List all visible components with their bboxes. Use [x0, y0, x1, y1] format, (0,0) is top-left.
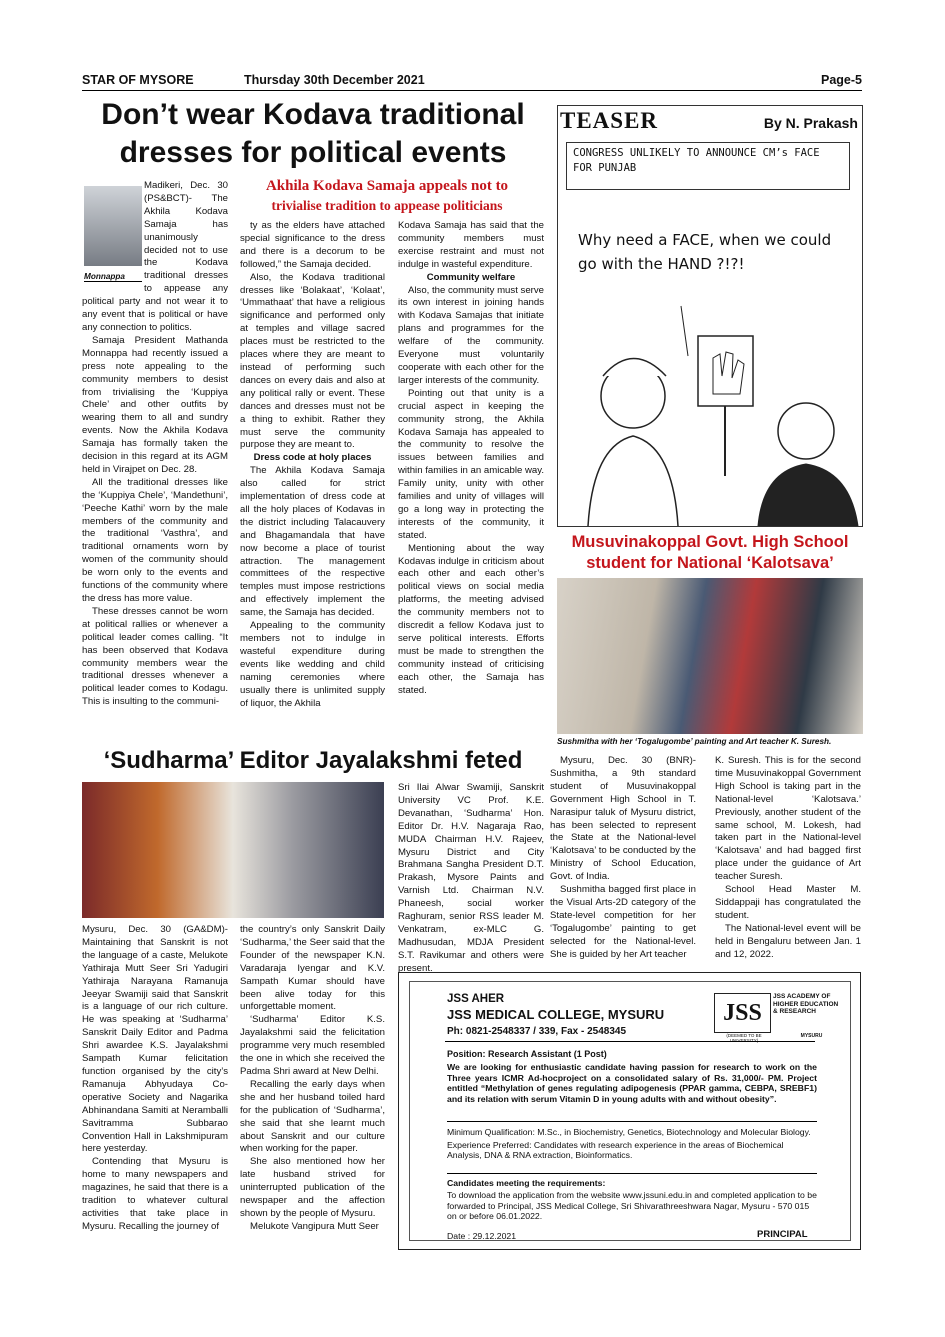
photo-caption: Monnappa [84, 272, 142, 282]
ad-org1: JSS AHER [447, 993, 505, 1005]
school-photo [557, 578, 863, 734]
ad-phone: Ph: 0821-2548337 / 339, Fax - 2548345 [447, 1026, 627, 1037]
school-para: K. Suresh. This is for the second time Musuvinakoppal Government High School is taking part in the National-level ‘Kalotsava.’ Previously, another student of the same school, M. Lokesh, had taken part in the National-level ‘Kalotsava’ and had bagged first place under the guidance of Art teacher Suresh. [715, 755, 861, 883]
sudharma-column-1 [82, 924, 228, 1234]
cartoon-drawing [558, 276, 862, 526]
school-column-2 [715, 755, 861, 962]
lead-para: Appealing to the community members not to indulge in wasteful expenditure during events like wedding and child naming ceremonies where usually there is unlimited supply of liquor, the Akhila [240, 620, 385, 709]
ad-qualifications [447, 1127, 817, 1161]
sudharma-para: ‘Sudharma’ Editor K.S. Jayalakshmi said the felicitation programme very much resembled the one in which she received the Padma Shri award at New Delhi. [240, 1014, 385, 1077]
ad-signature: PRINCIPAL [757, 1229, 808, 1240]
issue-date: Thursday 30th December 2021 [244, 73, 425, 87]
cartoon-body-right [758, 464, 858, 526]
lead-column-3 [398, 220, 544, 698]
jss-advertisement [398, 972, 861, 1250]
sudharma-para: Recalling the early days when she and her husband toiled hard for the publication of ‘Sudharma’, she said that she learnt much about Sanskrit and our culture when working for the paper. [240, 1078, 385, 1155]
school-headline: Musuvinakoppal Govt. High School student for National ‘Kalotsava’ [571, 533, 849, 572]
lead-intro: Madikeri, Dec. 30 (PS&BCT)- The Akhila Kodava Samaja has unanimously decided not to use the Kodava traditional dresses to appease any political party and not wear it to any event that is political or have any connection to politics. [82, 180, 228, 333]
ad-requirements: To download the application from the website www.jssuni.edu.in and completed application to be forwarded to Principal, JSS Medical College, Sri Shivarathreeshwara Nagar, Mysuru - 570 015 on or before 06.01.2022. [447, 1190, 817, 1222]
ad-org2: JSS MEDICAL COLLEGE, MYSURU [447, 1007, 665, 1022]
sudharma-para: Melukote Vangipura Mutt Seer [250, 1220, 379, 1232]
lead-para: ty as the elders have attached special significance to the dress and there is a decorum to be followed,” the Samaja decided. [240, 220, 385, 270]
sudharma-para: Mysuru, Dec. 30 (GA&DM)- Maintaining that Sanskrit is not the language of a caste, Melukote Yathiraja Mutt Seer Sri Yadugiri Yathiraja Narayana Ramanuja Jeeyar Swamiji said that Sanskrit is a language of our rich culture. He was speaking at ‘Sudharma’ Sanskrit Daily Editor and Padma Shri awardee K.S. Jayalakshmi Sampath Kumar felicitation function organised by the city’s Ramanuja Abhyudaya Co-operative Society and Nagarika Abhinandana Samiti at Neramballi Savitramma Subbarao Convention Hall in Lakshmipuram here yesterday. [82, 924, 228, 1155]
school-photo-caption: Sushmitha with her ‘Togalugombe’ painting and Art teacher K. Suresh. [557, 737, 832, 746]
jss-logo: JSS [714, 993, 771, 1033]
sudharma-para: She also mentioned how her late husband strived for uninterrupted publication of the newspaper and the affection shown by the people of Mysuru. [240, 1156, 385, 1219]
school-para: Sushmitha bagged first place in the Visual Arts-2D category of the State-level competition for her ‘Togalugombe’ painting to get selected for the National-level. She is guided by her Art teacher [550, 884, 696, 960]
cartoon-turban [603, 359, 666, 377]
speech-arrow [681, 306, 688, 356]
ad-academy-sub: (DEEMED TO BE UNIVERSITY) [726, 1033, 762, 1043]
school-para: The National-level event will be held in Bengaluru between Jan. 1 and 12, 2022. [715, 922, 861, 960]
sudharma-column-2 [240, 924, 385, 1234]
hand-sign-board [698, 336, 753, 406]
subhead-dress-code: Dress code at holy places [253, 452, 372, 464]
lead-column-1 [82, 180, 228, 709]
sudharma-side-column [398, 782, 544, 976]
lead-headline: Don’t wear Kodava traditional dresses for political events [101, 98, 525, 169]
lead-para: Kodava Samaja has said that the community members must exercise restraint and must not indulge in wasteful expenditure. [398, 220, 544, 270]
lead-para: The Akhila Kodava Samaja also called for strict implementation of dress code at all the holy places of Kodavas in the district including Talacauvery and Bhagamandala that have now become a place of tourist attraction. The management committees of the respective temples must impose restrictions and effectively implement the same, the Samaja has decided. [240, 465, 385, 619]
page-number: Page-5 [821, 73, 862, 87]
ad-intro: We are looking for enthusiastic candidate having passion for research to work on the Three years ICMR Ad-hocproject on a consolidated salary of Rs. 31,000/- PM. Project entitled “Methylation of genes regulating adipogenesis (PPAR gamma, CEBPA, SREBF1) and its relation with serum Vitamin D in young adults with and without obesity”. [447, 1062, 817, 1104]
ad-experience: Experience Preferred: Candidates with research experience in the areas of Biochemical Analysis, DNA & RNA extraction, Bioinformatics. [447, 1139, 784, 1161]
teaser-headline-box: CONGRESS UNLIKELY TO ANNOUNCE CM’s FACE FOR PUNJAB [566, 142, 850, 190]
school-para: School Head Master M. Siddappaji has congratulated the student. [715, 884, 861, 921]
sudharma-photo [82, 782, 384, 918]
teaser-speech: Why need a FACE, when we could go with the HAND ?!?! [578, 231, 832, 273]
lead-para: Samaja President Mathanda Monnappa had recently issued a press note appealing to the community members to desist from trivialising the ‘Kuppiya Chele’ and other outfits by wearing them to all and sundry events. Now the Akhila Kodava Samaja has formally taken the decision in this regard at its AGM held in Virajpet on Dec. 28. [82, 334, 228, 475]
sudharma-headline: ‘Sudharma’ Editor Jayalakshmi feted [103, 747, 523, 774]
ad-qualification: Minimum Qualification: M.Sc., in Biochemistry, Genetics, Biotechnology and Molecular Biology. [447, 1127, 811, 1137]
lead-subhead-2: trivialise tradition to appease politicians [271, 198, 503, 213]
ad-academy-city: MYSURU [800, 1033, 823, 1039]
sudharma-para: Sri Ilai Alwar Swamiji, Sanskrit University VC Prof. K.E. Devanathan, ‘Sudharma’ Hon. Editor Dr. H.V. Nagaraja Rao, MUDA Chairman H.V. Rajeev, Mysuru District and City Brahmana Sangha President D.T. Prakash, Mysore Paints and Varnish Ltd. Chairman N.V. Phaneesh, social worker Raghuram, senior RSS leader M. Venkatram, ex-MLC G. Madhusudan, MDJA President S.T. Ravikumar and others were present. [398, 782, 544, 974]
lead-para: Mentioning about the way Kodavas indulge in criticism about each other and each other’s political views on social media platforms, the meeting advised the community members not to discredit a fellow Kodava just to serve political interests. Efforts must be made to strengthen the community instead of criticising each other, the Samaja has stated. [398, 542, 544, 696]
lead-subhead-1: Akhila Kodava Samaja appeals not to [265, 178, 509, 194]
teaser-cartoon [557, 105, 863, 527]
lead-para: Also, the community must serve its own interest in joining hands with Kodava Samajas that initiate plans and programmes for the welfare of the community. Everyone must voluntarily cooperate with each other for the larger interests of the community. [398, 284, 544, 386]
cartoon-head-right [778, 403, 834, 459]
sudharma-para: the country’s only Sanskrit Daily ‘Sudharma,’ the Seer said that the Founder of the newspaper K.N. Varadaraja Iyengar and K.V. Sampath Kumar should have been alive today for this unforgettable moment. [240, 924, 385, 1013]
subhead-community-welfare: Community welfare [426, 271, 516, 283]
sudharma-para: Contending that Mysuru is home to many newspapers and magazines, he said that there is a tradition to whatever cultural activities that take place in Mysuru. Recalling the journey of [82, 1156, 228, 1232]
lead-para: These dresses cannot be worn at political rallies or whenever a political leader comes calling. “It has been observed that Kodava community members wear the traditional dresses whenever a political leader comes to Kodagu. This is insulting to the communi- [82, 605, 228, 708]
ad-academy: JSS ACADEMY OF HIGHER EDUCATION & RESEARCH [773, 993, 839, 1015]
school-column-1 [550, 755, 696, 962]
lead-para: Also, the Kodava traditional dresses like ‘Bolakaat’, ‘Kolaat’, ‘Ummathaat’ that have a religious significance and performed only at temples and village sacred places must be restricted to the places where they are meant to instead of performing such dances on every dais and also at any political rally or event. These dances and dresses must not be a thing to exhibit. Rather they must serve the community purpose they are meant to. [240, 271, 385, 451]
cartoon-body-left [588, 436, 678, 526]
ad-position: Position: Research Assistant (1 Post) [447, 1049, 607, 1059]
ad-requirements-title: Candidates meeting the requirements: [447, 1178, 606, 1188]
school-para: Mysuru, Dec. 30 (BNR)- Sushmitha, a 9th standard student of Musuvinakoppal Government High School in T. Narasipur taluk of Mysuru district, has been selected to represent the State at the National-level ‘Kalotsava’ to be conducted by the Ministry of School Education, Govt. of India. [550, 755, 696, 883]
ad-date: Date : 29.12.2021 [447, 1231, 517, 1241]
masthead [82, 72, 862, 91]
teaser-byline: By N. Prakash [763, 115, 858, 131]
teaser-title: TEASER [560, 108, 659, 133]
lead-column-2 [240, 220, 385, 710]
lead-para: All the traditional dresses like the ‘Kuppiya Chele’, ‘Mandethuni’, ‘Peeche Kathi’ worn by the male members of the community and the traditional ‘Vasthra’, and traditional ornaments worn by women of the community should be worn only to the events and functions of the community where the dress has more value. [82, 476, 228, 604]
paper-name: STAR OF MYSORE [82, 73, 194, 87]
lead-para: Pointing out that unity is a crucial aspect in keeping the community strong, the Akhila Kodava Samaja has appealed to the community to resolve the issues between families and within families in an amicable way. Family unity, unity with other families and unity of villages will go a long way in protecting the interests of the community, it stated. [398, 387, 544, 541]
